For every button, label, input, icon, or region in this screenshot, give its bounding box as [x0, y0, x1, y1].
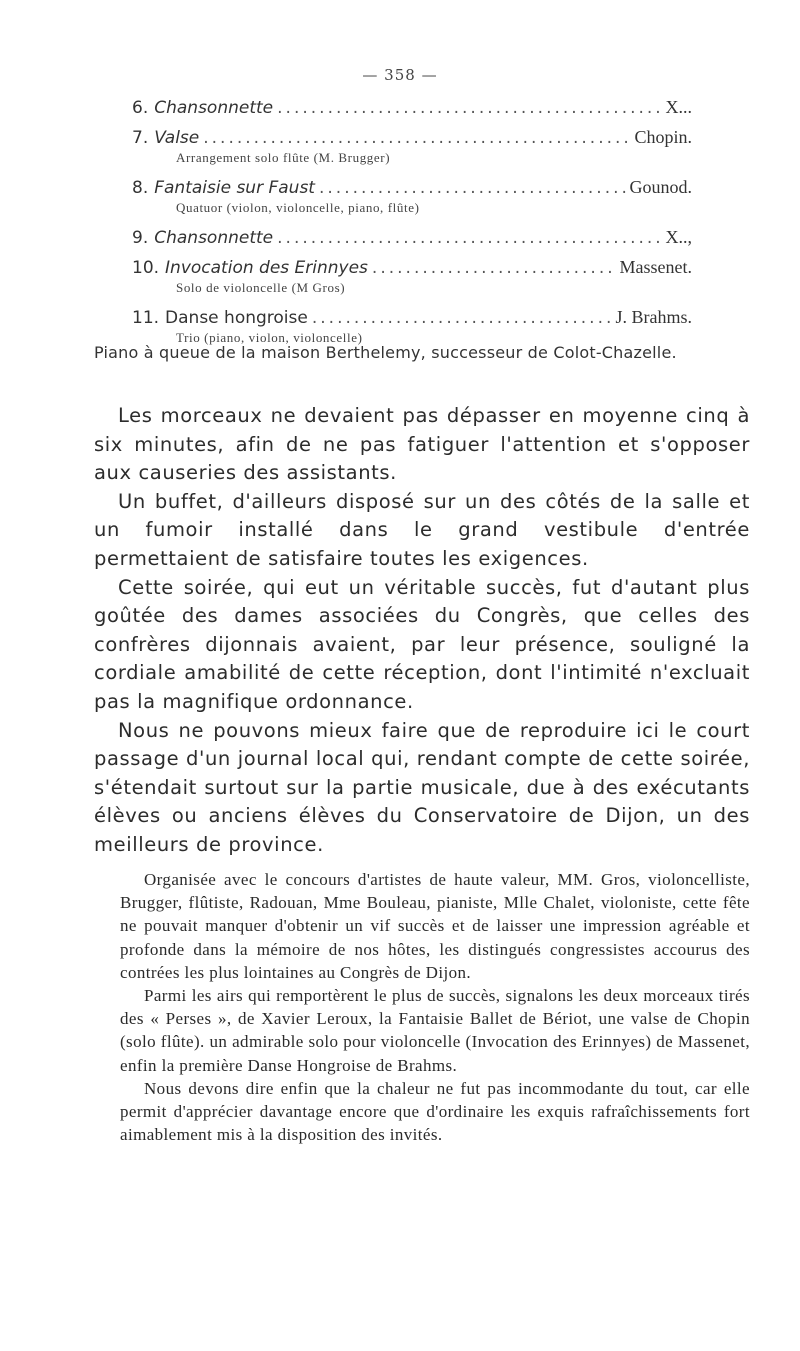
program-line: [132, 256, 692, 279]
program-number: 8.: [132, 178, 149, 198]
paragraph: Nous ne pouvons mieux faire que de reproduire ici le court passage d'un journal local qui, rendant compte de cette soirée, s'étendait surtout sur la partie musicale, due à des exécutants élèves ou anciens élèves du Conservatoire de Dijon, un des meilleurs de province.: [94, 718, 750, 856]
program-title: Fantaisie sur Faust: [154, 178, 315, 198]
program-number: 9.: [132, 228, 149, 248]
dot-leader: [312, 307, 612, 329]
program-number: 6.: [132, 98, 149, 118]
paragraph: Les morceaux ne devaient pas dépasser en moyenne cinq à six minutes, afin de ne pas fatiguer l'attention et s'opposer aux causeries des assistants.: [94, 404, 750, 485]
quote-paragraph: Parmi les airs qui remportèrent le plus de succès, signalons les deux morceaux tirés des « Perses », de Xavier Leroux, la Fantaisie Ballet de Bériot, une valse de Chopin (solo flûte). un admirable solo pour violoncelle (Invocation des Erinnyes) de Massenet, enfin la première Danse Hongroise de Brahms.: [120, 986, 750, 1075]
program-note: Trio (piano, violon, violoncelle): [176, 330, 363, 345]
program-item-8: [132, 176, 692, 226]
paragraph: Un buffet, d'ailleurs disposé sur un des côtés de la salle et un fumoir installé dans le grand vestibule d'entrée permettaient de satisfaire toutes les exigences.: [94, 489, 750, 570]
program-item-7: [132, 126, 692, 176]
program-title: Chansonnette: [154, 98, 274, 118]
body-text: [94, 402, 750, 860]
program-item-10: [132, 256, 692, 306]
program-composer: Chopin.: [634, 127, 692, 147]
piano-credit: Piano à queue de la maison Berthelemy, successeur de Colot-Chazelle.: [94, 343, 677, 362]
program-composer: Gounod.: [629, 177, 692, 197]
program-composer: X..,: [665, 227, 692, 247]
program-item-6: [132, 96, 692, 126]
program-line: [132, 306, 692, 329]
program-composer: Massenet.: [619, 257, 692, 277]
program-title: Invocation des Erinnyes: [165, 258, 368, 278]
program-note: Arrangement solo flûte (M. Brugger): [176, 150, 391, 165]
dot-leader: [277, 97, 661, 119]
newspaper-quote: [120, 868, 750, 1146]
program-number: 11.: [132, 308, 160, 328]
dot-leader: [277, 227, 661, 249]
paragraph: Cette soirée, qui eut un véritable succès, fut d'autant plus goûtée des dames associées du Congrès, que celles des confrères dijonnais avaient, par leur présence, souligné la cordiale amabilité de cette réception, dont l'intimité n'excluait pas la magnifique ordonnance.: [94, 575, 750, 713]
program-line: [132, 226, 692, 249]
program-note: Quatuor (violon, violoncelle, piano, flûte): [176, 200, 420, 215]
program-title: Chansonnette: [154, 228, 274, 248]
dot-leader: [203, 127, 630, 149]
program-composer: X...: [665, 97, 692, 117]
program-title: Valse: [154, 128, 200, 148]
program-line: [132, 176, 692, 199]
concert-program: [132, 96, 692, 356]
quote-paragraph: Organisée avec le concours d'artistes de haute valeur, MM. Gros, violoncelliste, Brugger, flûtiste, Radouan, Mme Bouleau, pianiste, Mlle Chalet, violoniste, cette fête ne pouvait manquer d'obtenir un vif succès et de laisser une impression agréable et profonde dans la mémoire de nos hôtes, les distingués congressistes accourus des contrées les plus lointaines au Congrès de Dijon.: [120, 870, 750, 982]
page-number: — 358 —: [362, 66, 438, 84]
program-composer: J. Brahms.: [615, 307, 692, 327]
program-line: [132, 126, 692, 149]
program-note: Solo de violoncelle (M Gros): [176, 280, 346, 295]
dot-leader: [372, 257, 616, 279]
program-number: 10.: [132, 258, 160, 278]
program-number: 7.: [132, 128, 149, 148]
program-line: [132, 96, 692, 119]
dot-leader: [319, 177, 626, 199]
quote-paragraph: Nous devons dire enfin que la chaleur ne fut pas incommodante du tout, car elle permit d'apprécier davantage encore que d'ordinaire les exquis rafraîchissements fort aimablement mis à la disposition des invités.: [120, 1078, 750, 1145]
program-item-9: [132, 226, 692, 256]
program-title: Danse hongroise: [165, 308, 308, 328]
